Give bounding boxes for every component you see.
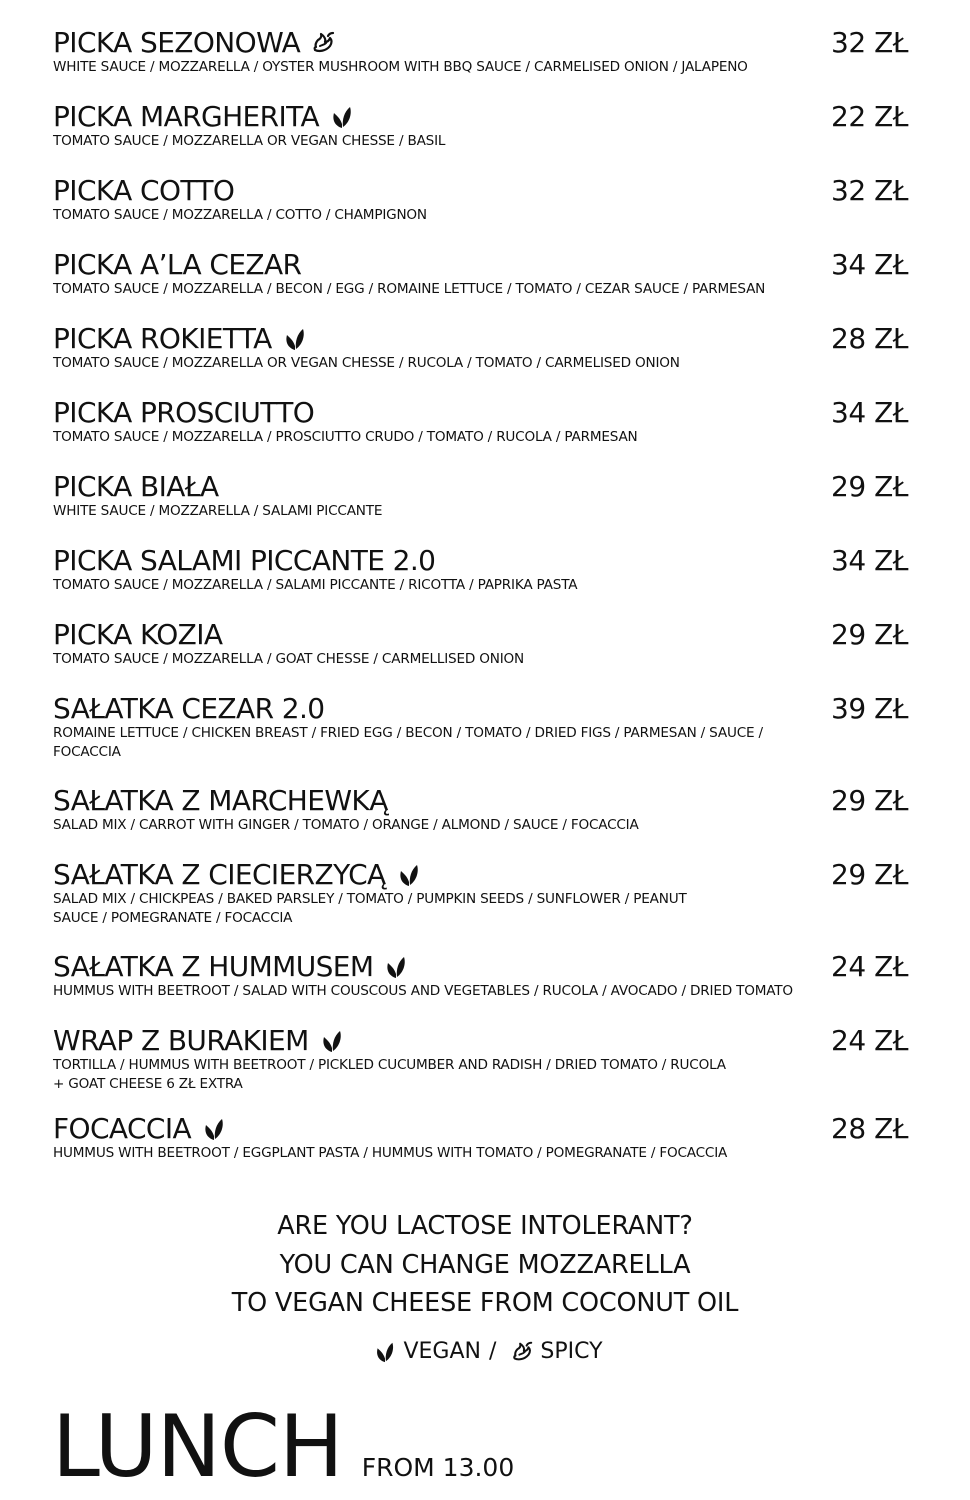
item-description: TOMATO SAUCE / MOZZARELLA OR VEGAN CHESSE / RUCOLA / TOMATO / CARMELISED ONION [53, 355, 680, 371]
item-description: TOMATO SAUCE / MOZZARELLA OR VEGAN CHESSE / BASIL [53, 133, 446, 149]
lactose-note [0, 1207, 970, 1323]
vegan-leaf-icon [282, 326, 308, 352]
item-price: 29 ZŁ [831, 858, 908, 891]
menu-item [53, 24, 908, 98]
item-description: TORTILLA / HUMMUS WITH BEETROOT / PICKLED CUCUMBER AND RADISH / DRIED TOMATO / RUCOLA [53, 1057, 726, 1073]
item-name: PICKA MARGHERITA [53, 100, 320, 133]
menu-item [53, 948, 908, 1022]
item-name: PICKA COTTO [53, 174, 235, 207]
menu-item [53, 542, 908, 616]
item-description: TOMATO SAUCE / MOZZARELLA / BECON / EGG / ROMAINE LETTUCE / TOMATO / CEZAR SAUCE / PARMESAN [53, 281, 766, 297]
item-price: 22 ZŁ [831, 100, 908, 133]
item-name: PICKA SEZONOWA [53, 26, 301, 59]
menu-item [53, 690, 908, 782]
item-price: 32 ZŁ [831, 26, 908, 59]
menu-item [53, 856, 908, 948]
item-description: TOMATO SAUCE / MOZZARELLA / SALAMI PICCANTE / RICOTTA / PAPRIKA PASTA [53, 577, 578, 593]
menu-item [53, 172, 908, 246]
item-description: TOMATO SAUCE / MOZZARELLA / PROSCIUTTO CRUDO / TOMATO / RUCOLA / PARMESAN [53, 429, 638, 445]
item-price: 34 ZŁ [831, 248, 908, 281]
legend-spicy-label: SPICY [540, 1339, 603, 1364]
item-description: WHITE SAUCE / MOZZARELLA / OYSTER MUSHROOM WITH BBQ SAUCE / CARMELISED ONION / JALAPENO [53, 59, 748, 75]
menu-item [53, 468, 908, 542]
item-name: PICKA BIAŁA [53, 470, 219, 503]
item-description: ROMAINE LETTUCE / CHICKEN BREAST / FRIED EGG / BECON / TOMATO / DRIED FIGS / PARMESAN / SAUCE / FOCACCIA [53, 725, 763, 760]
menu-item [53, 98, 908, 172]
menu-item [53, 616, 908, 690]
item-price: 29 ZŁ [831, 618, 908, 651]
menu-item [53, 1022, 908, 1110]
vegan-leaf-icon [319, 1028, 345, 1054]
spicy-icon [310, 30, 336, 56]
item-name: WRAP Z BURAKIEM [53, 1024, 309, 1057]
item-description: WHITE SAUCE / MOZZARELLA / SALAMI PICCANTE [53, 503, 383, 519]
legend-separator: / [488, 1339, 497, 1364]
item-price: 24 ZŁ [831, 950, 908, 983]
item-description: HUMMUS WITH BEETROOT / SALAD WITH COUSCOUS AND VEGETABLES / RUCOLA / AVOCADO / DRIED TOMATO [53, 983, 793, 999]
item-name: SAŁATKA CEZAR 2.0 [53, 692, 325, 725]
item-name: PICKA ROKIETTA [53, 322, 272, 355]
menu-item [53, 320, 908, 394]
item-name: FOCACCIA [53, 1112, 192, 1145]
lunch-footer [52, 1397, 515, 1497]
vegan-leaf-icon [329, 104, 355, 130]
lunch-title: LUNCH [52, 1397, 343, 1497]
item-name: PICKA KOZIA [53, 618, 223, 651]
menu-item [53, 246, 908, 320]
item-name: SAŁATKA Z CIECIERZYCĄ [53, 858, 386, 891]
note-line: TO VEGAN CHEESE FROM COCONUT OIL [231, 1288, 739, 1318]
item-name: PICKA SALAMI PICCANTE 2.0 [53, 544, 436, 577]
vegan-leaf-icon [201, 1116, 227, 1142]
vegan-leaf-icon [373, 1340, 397, 1364]
item-name: PICKA A’LA CEZAR [53, 248, 302, 281]
item-price: 29 ZŁ [831, 784, 908, 817]
spicy-icon [510, 1340, 534, 1364]
menu-item [53, 1110, 908, 1184]
item-description: SALAD MIX / CARROT WITH GINGER / TOMATO / ORANGE / ALMOND / SAUCE / FOCACCIA [53, 817, 639, 833]
lunch-time: FROM 13.00 [361, 1453, 515, 1482]
item-price: 34 ZŁ [831, 396, 908, 429]
item-price: 29 ZŁ [831, 470, 908, 503]
item-description: TOMATO SAUCE / MOZZARELLA / COTTO / CHAMPIGNON [53, 207, 427, 223]
vegan-leaf-icon [383, 954, 409, 980]
item-name: PICKA PROSCIUTTO [53, 396, 315, 429]
item-price: 24 ZŁ [831, 1024, 908, 1057]
legend [0, 1334, 970, 1370]
item-price: 28 ZŁ [831, 322, 908, 355]
note-line: ARE YOU LACTOSE INTOLERANT? [277, 1211, 693, 1241]
menu-item [53, 394, 908, 468]
item-price: 39 ZŁ [831, 692, 908, 725]
item-description: TOMATO SAUCE / MOZZARELLA / GOAT CHESSE / CARMELLISED ONION [53, 651, 524, 667]
menu-item [53, 782, 908, 856]
item-price: 34 ZŁ [831, 544, 908, 577]
item-price: 32 ZŁ [831, 174, 908, 207]
item-name: SAŁATKA Z MARCHEWKĄ [53, 784, 388, 817]
item-name: SAŁATKA Z HUMMUSEM [53, 950, 374, 983]
legend-vegan-label: VEGAN [403, 1339, 481, 1364]
vegan-leaf-icon [396, 862, 422, 888]
note-line: YOU CAN CHANGE MOZZARELLA [279, 1249, 691, 1280]
menu-list [53, 24, 908, 1184]
item-price: 28 ZŁ [831, 1112, 908, 1145]
item-extra: + GOAT CHEESE 6 ZŁ EXTRA [53, 1076, 243, 1092]
item-description: HUMMUS WITH BEETROOT / EGGPLANT PASTA / HUMMUS WITH TOMATO / POMEGRANATE / FOCACCIA [53, 1145, 728, 1161]
item-description: SALAD MIX / CHICKPEAS / BAKED PARSLEY / TOMATO / PUMPKIN SEEDS / SUNFLOWER / PEANUT SAUCE / POMEGRANATE / FOCACCIA [53, 891, 687, 926]
